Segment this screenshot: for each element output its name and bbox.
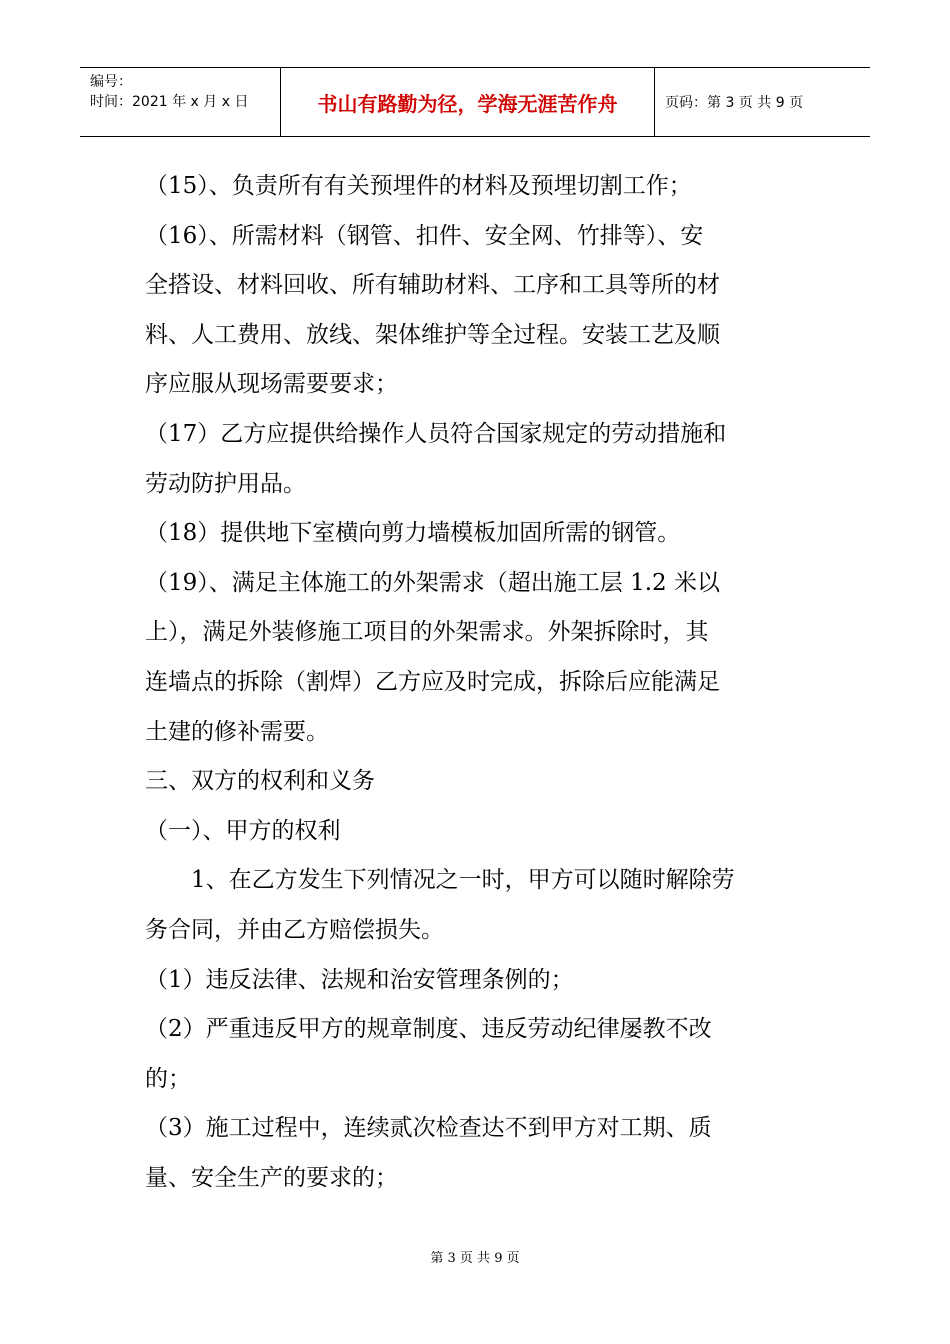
header-motto: 书山有路勤为径，学海无涯苦作舟 bbox=[281, 68, 655, 136]
text-line: 全搭设、材料回收、所有辅助材料、工序和工具等所的材 bbox=[145, 272, 720, 299]
text-line: 的； bbox=[145, 1065, 191, 1092]
text-line: 连墙点的拆除（割焊）乙方应及时完成，拆除后应能满足 bbox=[145, 668, 720, 695]
document-body bbox=[145, 162, 810, 1203]
text-line: 土建的修补需要。 bbox=[145, 718, 329, 745]
text-line: 1、在乙方发生下列情况之一时，甲方可以随时解除劳 bbox=[145, 867, 735, 894]
text-line: 料、人工费用、放线、架体维护等全过程。安装工艺及顺 bbox=[145, 321, 720, 348]
text-line: （18）提供地下室横向剪力墙模板加固所需的钢管。 bbox=[145, 520, 681, 547]
header-meta bbox=[80, 68, 281, 136]
subsection-heading: （一）、甲方的权利 bbox=[145, 817, 341, 844]
page-footer: 第 3 页 共 9 页 bbox=[430, 1251, 520, 1266]
text-line: （1）违反法律、法规和治安管理条例的； bbox=[145, 966, 574, 993]
text-line: （3）施工过程中，连续贰次检查达不到甲方对工期、质 bbox=[145, 1115, 712, 1142]
text-line: 上），满足外装修施工项目的外架需求。外架拆除时，其 bbox=[145, 619, 709, 646]
text-line: （19）、满足主体施工的外架需求（超出施工层 1.2 米以 bbox=[145, 569, 720, 596]
section-heading: 三、双方的权利和义务 bbox=[145, 768, 375, 795]
text-line: 量、安全生产的要求的； bbox=[145, 1164, 398, 1191]
text-line: （16）、所需材料（钢管、扣件、安全网、竹排等）、安 bbox=[145, 222, 704, 249]
page-header bbox=[80, 67, 870, 137]
text-line: （2）严重违反甲方的规章制度、违反劳动纪律屡教不改 bbox=[145, 1016, 712, 1043]
header-page-info: 页码：第 3 页 共 9 页 bbox=[665, 95, 804, 111]
text-line: 序应服从现场需要要求； bbox=[145, 371, 398, 398]
text-line: 务合同，并由乙方赔偿损失。 bbox=[145, 916, 444, 943]
text-line: （15）、负责所有有关预埋件的材料及预埋切割工作； bbox=[145, 173, 692, 199]
serial-number-label: 编号： bbox=[90, 74, 132, 90]
text-line: （17）乙方应提供给操作人员符合国家规定的劳动措施和 bbox=[145, 420, 727, 447]
date-label: 时间：2021 年 x 月 x 日 bbox=[90, 94, 249, 110]
text-line: 劳动防护用品。 bbox=[145, 470, 306, 497]
